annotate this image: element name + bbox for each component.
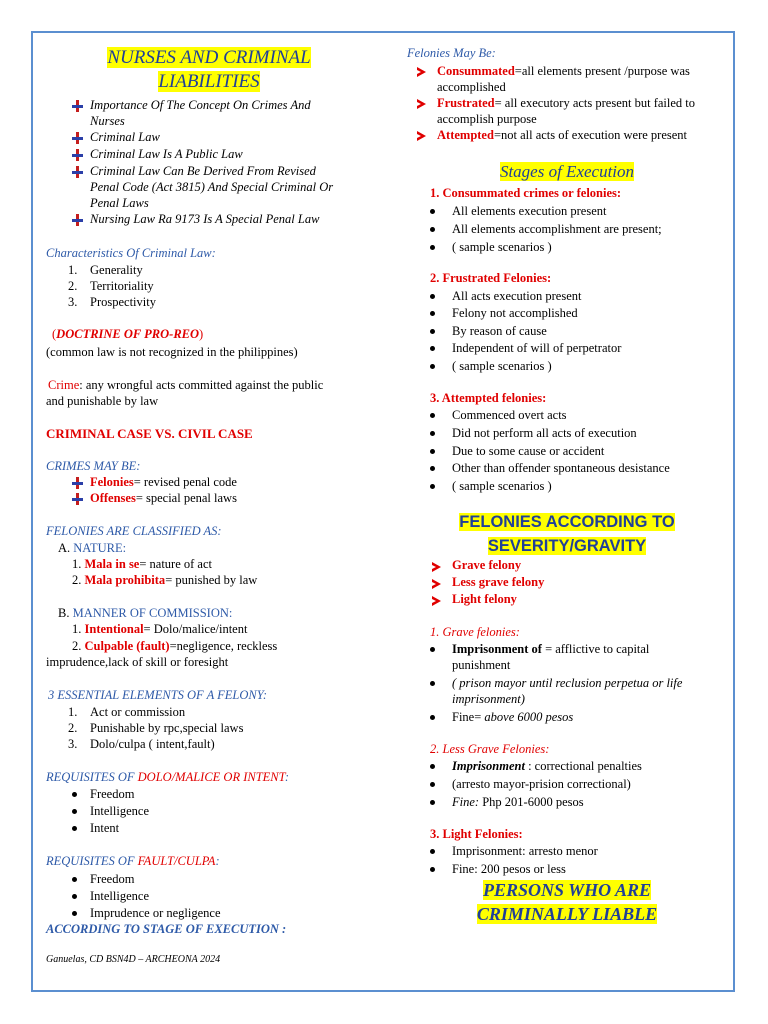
manner-heading: B. MANNER OF COMMISSION: xyxy=(58,606,233,620)
intro-item: Criminal Law Is A Public Law xyxy=(90,147,243,161)
severity-item: Grave felony xyxy=(452,558,522,572)
stage3-item: Did not perform all acts of execution xyxy=(452,426,637,440)
bullet-dot xyxy=(430,329,435,334)
culpa-item: Intelligence xyxy=(90,889,149,903)
intro-item: Criminal Law xyxy=(90,130,160,144)
persons-title xyxy=(407,878,727,926)
list-number: 2. xyxy=(68,721,78,735)
bullet-dot xyxy=(72,826,77,831)
arrow-bullet-icon xyxy=(432,579,441,589)
doctrine-title: (DOCTRINE OF PRO-REO) xyxy=(52,327,204,341)
grave-paren-cont: imprisonment) xyxy=(452,692,525,706)
pointing-hand-icon xyxy=(72,493,83,505)
felonies-may-be-heading: Felonies May Be: xyxy=(407,46,496,60)
bullet-dot xyxy=(430,294,435,299)
intentional-item: 1. Intentional= Dolo/malice/intent xyxy=(72,622,248,636)
intro-item: Nursing Law Ra 9173 Is A Special Penal Law xyxy=(90,212,320,226)
attempted-item: Attempted=not all acts of execution were present xyxy=(437,128,688,142)
mala-in-se-item: 1. Mala in se= nature of act xyxy=(72,557,212,571)
stage2-item: ( sample scenarios ) xyxy=(452,359,552,373)
light-heading: 3. Light Felonies: xyxy=(430,827,523,841)
culpa-heading: REQUISITES OF FAULT/CULPA: xyxy=(46,854,220,868)
crime-definition-cont: and punishable by law xyxy=(46,394,159,408)
stages-title: Stages of Execution xyxy=(499,162,635,181)
intro-item: Penal Laws xyxy=(90,196,149,210)
culpable-item-cont: imprudence,lack of skill or foresight xyxy=(46,655,229,669)
frustrated-item-cont: accomplish purpose xyxy=(437,112,537,126)
culpa-item: Freedom xyxy=(90,872,135,886)
essential-heading: 3 ESSENTIAL ELEMENTS OF A FELONY: xyxy=(48,688,268,702)
bullet-dot xyxy=(430,647,435,652)
essential-item: Act or commission xyxy=(90,705,186,719)
offenses-item: Offenses= special penal laws xyxy=(90,491,237,505)
grave-fine: Fine= above 6000 pesos xyxy=(452,710,574,724)
severity-item: Light felony xyxy=(452,592,517,606)
bullet-dot xyxy=(430,413,435,418)
pointing-hand-icon xyxy=(72,149,83,161)
severity-title-line1: FELONIES ACCORDING TO xyxy=(459,513,675,531)
stage3-item: Other than offender spontaneous desistance xyxy=(452,461,670,475)
dolo-item: Freedom xyxy=(90,787,135,801)
stage3-heading: 3. Attempted felonies: xyxy=(430,391,547,405)
stage2-item: All acts execution present xyxy=(452,289,582,303)
pointing-hand-icon xyxy=(72,100,83,112)
footer-credit: Ganuelas, CD BSN4D – ARCHEONA 2024 xyxy=(46,954,221,965)
bullet-dot xyxy=(430,681,435,686)
classified-heading: FELONIES ARE CLASSIFIED AS: xyxy=(46,524,222,538)
bullet-dot xyxy=(430,715,435,720)
less-grave-imprisonment: Imprisonment : correctional penalties xyxy=(452,759,642,773)
grave-paren: ( prison mayor until reclusion perpetua or life xyxy=(452,676,683,690)
stage2-heading: 2. Frustrated Felonies: xyxy=(430,271,552,285)
intro-item: Penal Code (Act 3815) And Special Criminal Or xyxy=(90,180,334,194)
felonies-item: Felonies= revised penal code xyxy=(90,475,237,489)
bullet-dot xyxy=(430,484,435,489)
grave-imprisonment: Imprisonment of = afflictive to capital xyxy=(452,642,650,656)
pointing-hand-icon xyxy=(72,214,83,226)
nature-heading: A. NATURE: xyxy=(58,541,127,555)
intro-item: Nurses xyxy=(90,114,125,128)
bullet-dot xyxy=(72,877,77,882)
stage2-item: Independent of will of perpetrator xyxy=(452,341,622,355)
arrow-bullet-icon xyxy=(432,596,441,606)
bullet-dot xyxy=(72,792,77,797)
main-title-line1: NURSES AND CRIMINAL xyxy=(107,47,311,68)
main-title xyxy=(44,46,374,94)
essential-item: Punishable by rpc,special laws xyxy=(90,721,244,735)
less-grave-fine: Fine: Php 201-6000 pesos xyxy=(452,795,584,809)
bullet-dot xyxy=(430,209,435,214)
grave-imprisonment-cont: punishment xyxy=(452,658,511,672)
pointing-hand-icon xyxy=(72,166,83,178)
crime-definition: Crime: any wrongful acts committed against the public xyxy=(48,378,324,392)
culpa-item: Imprudence or negligence xyxy=(90,906,221,920)
bullet-dot xyxy=(430,364,435,369)
pointing-hand-icon xyxy=(72,477,83,489)
pointing-hand-icon xyxy=(72,132,83,144)
list-number: 1. xyxy=(68,263,78,277)
light-item: Imprisonment: arresto menor xyxy=(452,844,598,858)
bullet-dot xyxy=(430,867,435,872)
list-number: 1. xyxy=(68,705,78,719)
arrow-bullet-icon xyxy=(432,562,441,572)
stage3-item: Due to some cause or accident xyxy=(452,444,605,458)
essential-item: Dolo/culpa ( intent,fault) xyxy=(90,737,215,751)
main-title-line2: LIABILITIES xyxy=(158,71,260,92)
list-number: 3. xyxy=(68,737,78,751)
severity-item: Less grave felony xyxy=(452,575,545,589)
stage2-item: Felony not accomplished xyxy=(452,306,578,320)
crimes-may-be-heading: CRIMES MAY BE: xyxy=(46,459,141,473)
dolo-heading: REQUISITES OF DOLO/MALICE OR INTENT: xyxy=(46,770,290,784)
intro-item: Criminal Law Can Be Derived From Revised xyxy=(90,164,316,178)
less-grave-heading: 2. Less Grave Felonies: xyxy=(430,742,550,756)
bullet-dot xyxy=(430,311,435,316)
frustrated-item: Frustrated= all executory acts present but failed to xyxy=(437,96,696,110)
grave-heading: 1. Grave felonies: xyxy=(430,625,520,639)
bullet-dot xyxy=(72,911,77,916)
consummated-item: Consummated=all elements present /purpose was xyxy=(437,64,690,78)
characteristic-item: Generality xyxy=(90,263,143,277)
bullet-dot xyxy=(430,800,435,805)
intro-item: Importance Of The Concept On Crimes And xyxy=(90,98,311,112)
characteristic-item: Prospectivity xyxy=(90,295,156,309)
doctrine-note: (common law is not recognized in the philippines) xyxy=(46,345,298,359)
case-heading: CRIMINAL CASE VS. CIVIL CASE xyxy=(46,426,253,441)
bullet-dot xyxy=(430,466,435,471)
dolo-item: Intelligence xyxy=(90,804,149,818)
culpable-item: 2. Culpable (fault)=negligence, reckless xyxy=(72,639,278,653)
bullet-dot xyxy=(72,809,77,814)
bullet-dot xyxy=(430,431,435,436)
arrow-bullet-icon xyxy=(417,131,426,141)
stage1-item: All elements execution present xyxy=(452,204,607,218)
stage-heading: ACCORDING TO STAGE OF EXECUTION : xyxy=(46,922,287,936)
bullet-dot xyxy=(430,764,435,769)
bullet-dot xyxy=(430,449,435,454)
dolo-item: Intent xyxy=(90,821,120,835)
stage3-item: ( sample scenarios ) xyxy=(452,479,552,493)
bullet-dot xyxy=(430,782,435,787)
list-number: 2. xyxy=(68,279,78,293)
persons-title-line2: CRIMINALLY LIABLE xyxy=(476,904,658,924)
less-grave-paren: (arresto mayor-prision correctional) xyxy=(452,777,631,791)
persons-title-line1: PERSONS WHO ARE xyxy=(482,880,652,900)
bullet-dot xyxy=(72,894,77,899)
bullet-dot xyxy=(430,245,435,250)
bullet-dot xyxy=(430,227,435,232)
arrow-bullet-icon xyxy=(417,99,426,109)
stage1-item: All elements accomplishment are present; xyxy=(452,222,662,236)
bullet-dot xyxy=(430,849,435,854)
arrow-bullet-icon xyxy=(417,67,426,77)
list-number: 3. xyxy=(68,295,78,309)
stage1-item: ( sample scenarios ) xyxy=(452,240,552,254)
stage1-heading: 1. Consummated crimes or felonies: xyxy=(430,186,622,200)
light-item: Fine: 200 pesos or less xyxy=(452,862,566,876)
characteristics-heading: Characteristics Of Criminal Law: xyxy=(46,246,216,260)
severity-title xyxy=(407,510,727,558)
stage2-item: By reason of cause xyxy=(452,324,547,338)
characteristic-item: Territoriality xyxy=(90,279,154,293)
mala-prohibita-item: 2. Mala prohibita= punished by law xyxy=(72,573,258,587)
bullet-dot xyxy=(430,346,435,351)
consummated-item-cont: accomplished xyxy=(437,80,506,94)
stage3-item: Commenced overt acts xyxy=(452,408,567,422)
severity-title-line2: SEVERITY/GRAVITY xyxy=(487,537,647,555)
